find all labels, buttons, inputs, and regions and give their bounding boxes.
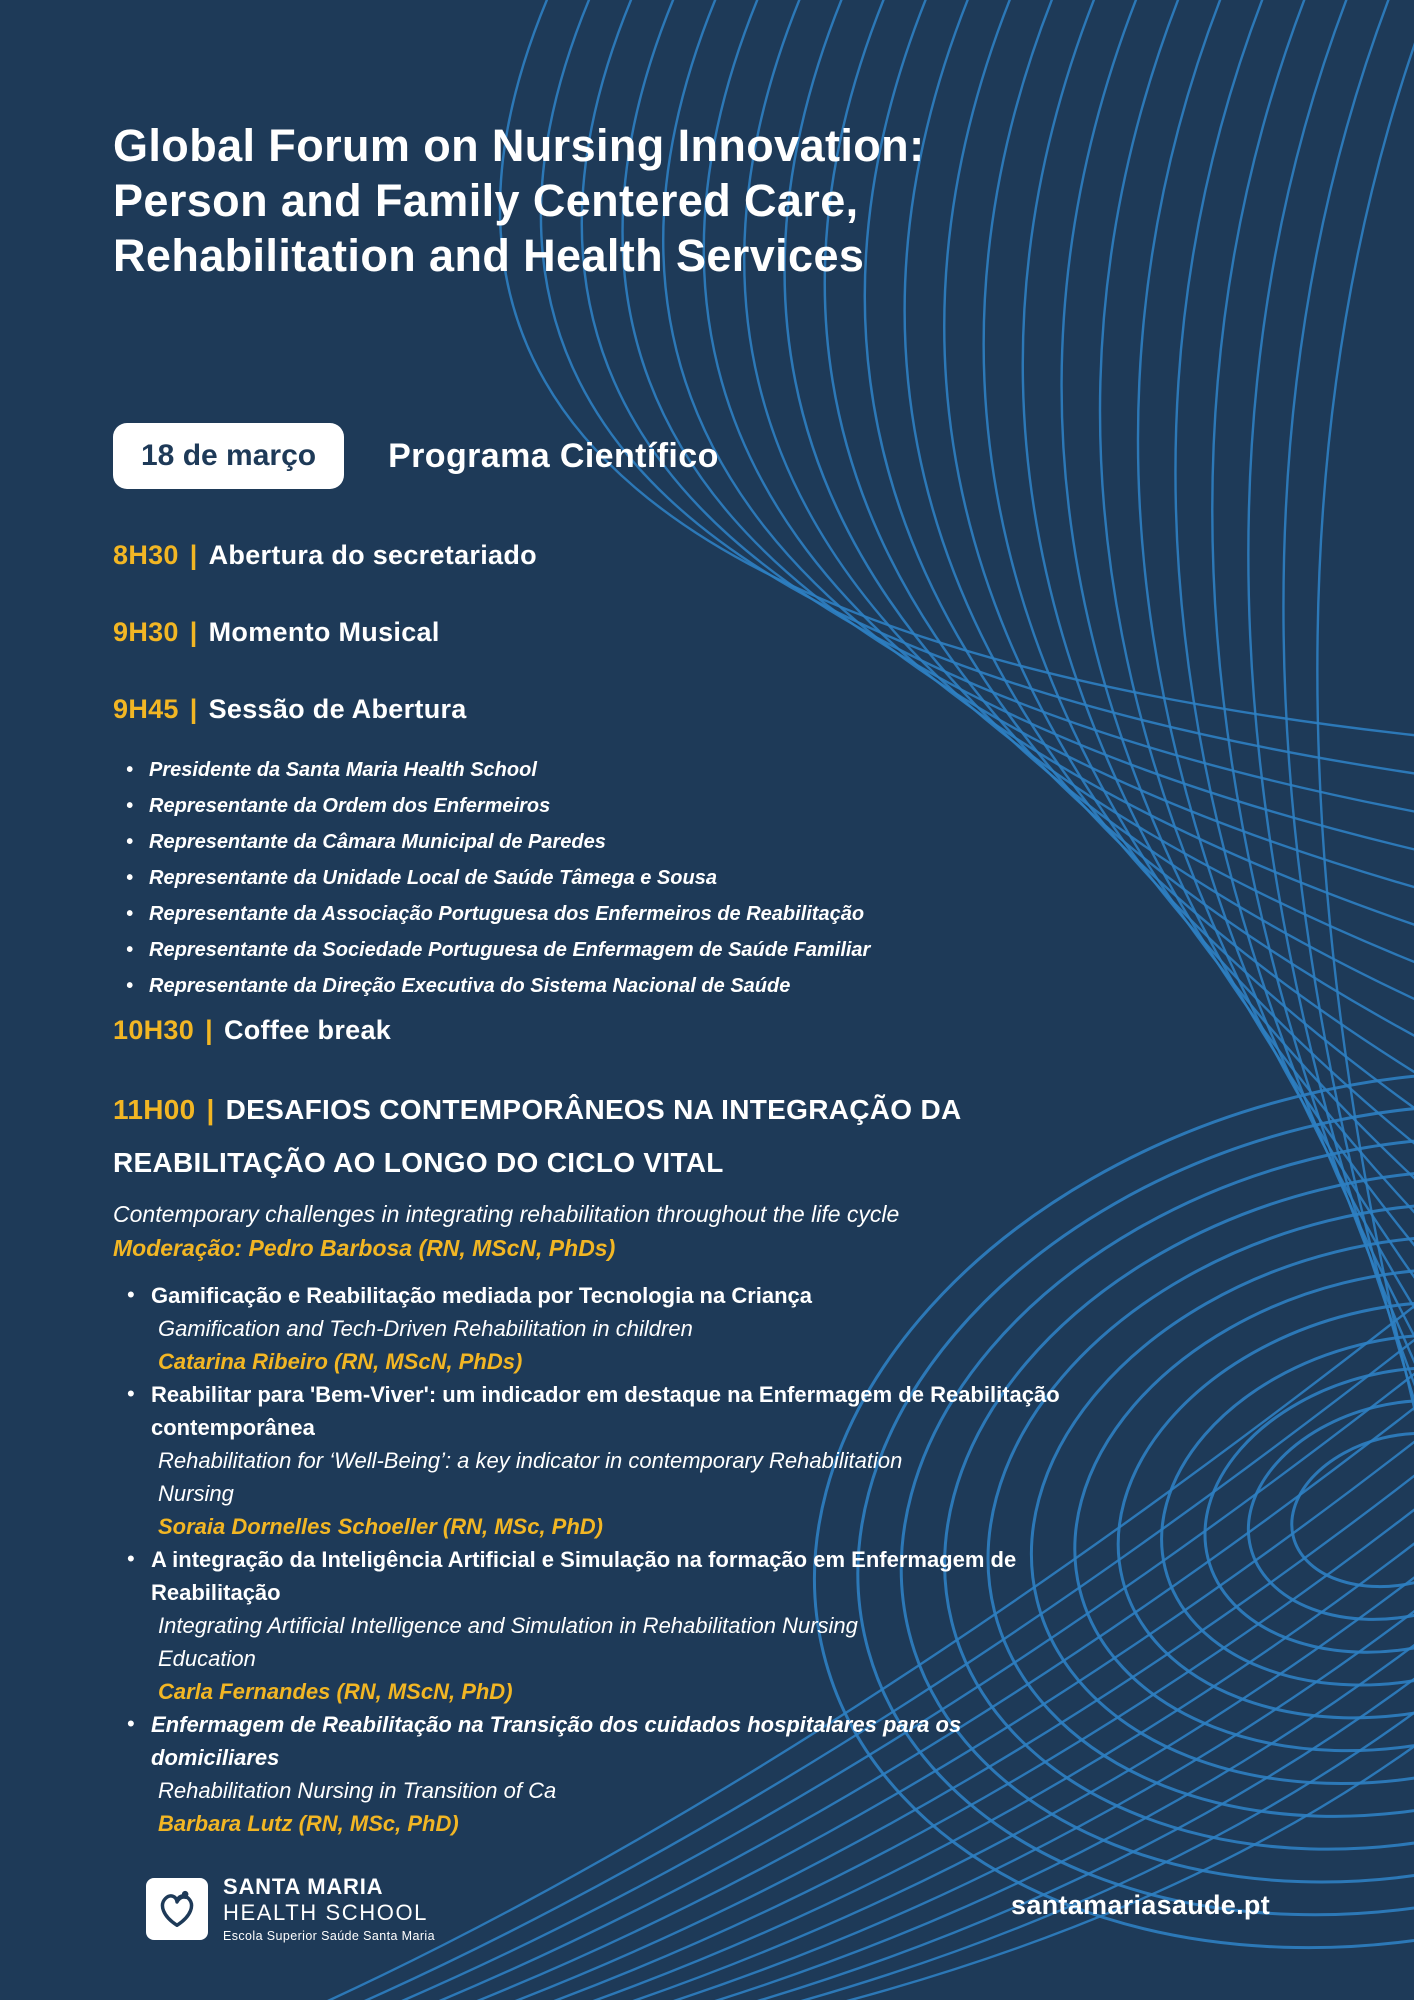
talk-title-line: Education [158,1646,256,1671]
talk-title-pt [151,1708,1143,1774]
schedule-label: Coffee break [223,1015,392,1045]
schedule-time: 9H45 [113,694,179,724]
talk-title-en [151,1774,1143,1807]
schedule-time: 8H30 [113,540,179,570]
talk-speaker: Barbara Lutz (RN, MSc, PhD) [158,1811,459,1836]
list-item: • Presidente da Santa Maria Health School [149,752,1143,788]
schedule-time: 9H30 [113,617,179,647]
talk-title-line: Rehabilitation Nursing in Transition of Ca [158,1778,557,1803]
list-item: • Representante da Associação Portuguesa dos Enfermeiros de Reabilitação [149,896,1143,932]
talk-title-pt [151,1279,1143,1312]
schedule-time: 10H30 [113,1015,195,1045]
talks-list [113,1279,1143,1840]
talk-title-line: • Reabilitar para 'Bem-Viver': um indicador em destaque na Enfermagem de Reabilitação [151,1382,1060,1407]
talk-title-line: Integrating Artificial Intelligence and Simulation in Rehabilitation Nursing [158,1613,858,1638]
footer [146,1874,1270,1944]
separator: | [189,617,198,647]
schedule-item-musical [113,616,1143,649]
list-item: • Representante da Unidade Local de Saúde Tâmega e Sousa [149,860,1143,896]
logo-subtitle: Escola Superior Saúde Santa Maria [223,1929,435,1943]
talk-title-line: • A integração da Inteligência Artificial e Simulação na formação em Enfermagem de [151,1547,1017,1572]
talk-speaker: Soraia Dornelles Schoeller (RN, MSc, PhD) [158,1514,604,1539]
schedule-label: Abertura do secretariado [208,540,537,570]
logo-name-line: SANTA MARIA [223,1874,384,1899]
program-title: Programa Científico [388,436,719,475]
talk-title-line: Gamification and Tech-Driven Rehabilitation in children [158,1316,693,1341]
talk-title-line: • Enfermagem de Reabilitação na Transição dos cuidados hospitalares para os [151,1712,962,1737]
list-item: • Representante da Sociedade Portuguesa de Enfermagem de Saúde Familiar [149,932,1143,968]
title-line: Person and Family Centered Care, [113,175,859,226]
program-header [113,423,1143,489]
list-item: • Representante da Câmara Municipal de Paredes [149,824,1143,860]
session-subtitle-en: Contemporary challenges in integrating rehabilitation throughout the life cycle [113,1201,900,1227]
talk-title-pt [151,1378,1143,1444]
talk-item [151,1543,1143,1708]
school-logo-text [223,1874,435,1944]
school-logo [146,1874,435,1944]
talk-title-en [151,1609,1143,1675]
poster-content [113,0,1143,1840]
list-item: • Representante da Direção Executiva do Sistema Nacional de Saúde [149,968,1143,1004]
separator: | [206,1094,215,1125]
schedule-label: Momento Musical [208,617,440,647]
talk-title-en [151,1312,1143,1345]
schedule-time: 11H00 [113,1094,196,1125]
talk-title-pt [151,1543,1143,1609]
talk-speaker: Carla Fernandes (RN, MScN, PhD) [158,1679,513,1704]
separator: | [189,540,198,570]
page-title [113,118,1143,283]
separator: | [205,1015,213,1045]
talk-title-line: domiciliares [151,1745,280,1770]
talk-title-line: contemporânea [151,1415,315,1440]
list-item: • Representante da Ordem dos Enfermeiros [149,788,1143,824]
logo-name-line: HEALTH SCHOOL [223,1900,428,1925]
schedule-item-secretariat [113,539,1143,572]
schedule-item-coffee-break [113,1014,1143,1047]
session-subtitle [113,1197,1143,1265]
session-moderation: Moderação: Pedro Barbosa (RN, MScN, PhDs) [113,1235,616,1261]
session-title-line: DESAFIOS CONTEMPORÂNEOS NA INTEGRAÇÃO DA [225,1094,962,1125]
talk-title-line: Reabilitação [151,1580,281,1605]
session-title [113,1083,1143,1189]
talk-item [151,1708,1143,1840]
talk-item [151,1279,1143,1378]
title-line: Global Forum on Nursing Innovation: [113,120,925,171]
date-badge: 18 de março [113,423,344,489]
separator: | [189,694,198,724]
session-title-line: REABILITAÇÃO AO LONGO DO CICLO VITAL [113,1147,724,1178]
opening-session-list [113,752,1143,1004]
talk-title-line: Rehabilitation for ‘Well-Being’: a key indicator in contemporary Rehabilitation [158,1448,903,1473]
schedule-item-opening [113,693,1143,726]
website-link[interactable]: santamariasaude.pt [1011,1890,1270,1920]
talk-title-line: Nursing [158,1481,234,1506]
talk-item [151,1378,1143,1543]
title-line: Rehabilitation and Health Services [113,230,865,281]
heart-logo-icon [146,1878,208,1940]
schedule-label: Sessão de Abertura [208,694,467,724]
talk-title-en [151,1444,1143,1510]
talk-title-line: • Gamificação e Reabilitação mediada por Tecnologia na Criança [151,1283,813,1308]
talk-speaker: Catarina Ribeiro (RN, MScN, PhDs) [158,1349,523,1374]
